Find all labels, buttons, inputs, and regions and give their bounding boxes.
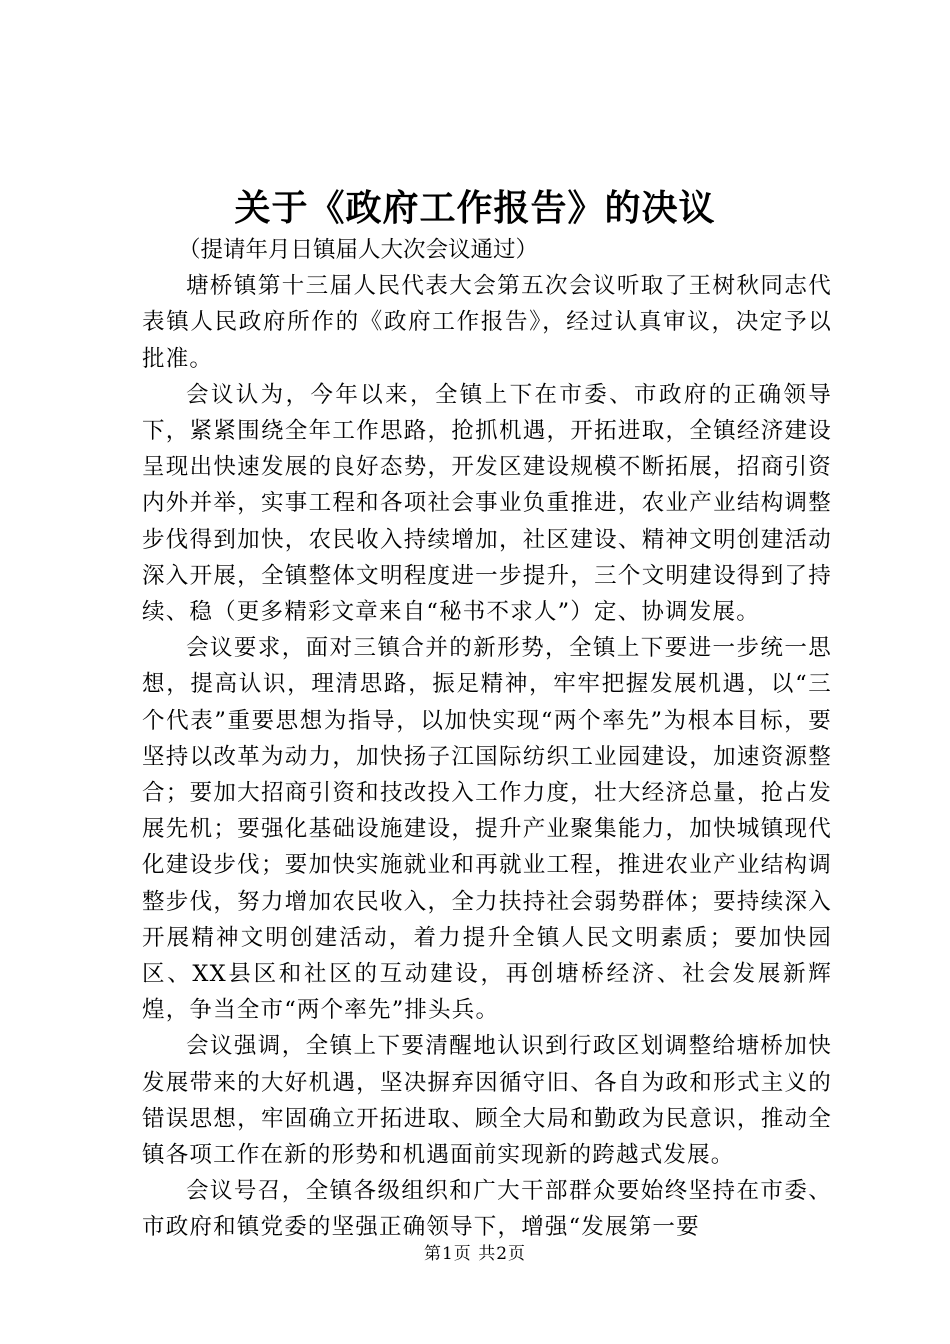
page-number-footer: 第1页 共2页 bbox=[423, 1244, 527, 1264]
document-title: 关于《政府工作报告》的决议 bbox=[234, 187, 716, 229]
paragraph-approval: 塘桥镇第十三届人民代表大会第五次会议听取了王树秋同志代表镇人民政府所作的《政府工作报告》，经过认真审议，决定予以批准。 bbox=[142, 273, 832, 372]
document-subtitle: （提请年月日镇届人大次会议通过） bbox=[178, 237, 539, 263]
document-body bbox=[142, 232, 832, 1246]
paragraph-assessment: 会议认为，今年以来，全镇上下在市委、市政府的正确领导下，紧紧围绕全年工作思路，抢抓机遇，开拓进取，全镇经济建设呈现出快速发展的良好态势，开发区建设规模不断拓展，招商引资内外并举，实事工程和各项社会事业负重推进，农业产业结构调整步伐得到加快，农民收入持续增加，社区建设、精神文明创建活动深入开展，全镇整体文明程度进一步提升，三个文明建设得到了持续、稳（更多精彩文章来自“秘书不求人”）定、协调发展。 bbox=[142, 381, 832, 626]
paragraph-emphasis: 会议强调，全镇上下要清醒地认识到行政区划调整给塘桥加快发展带来的大好机遇，坚决摒弃因循守旧、各自为政和形式主义的错误思想，牢固确立开拓进取、顾全大局和勤政为民意识，推动全镇各项工作在新的形势和机遇面前实现新的跨越式发展。 bbox=[142, 1033, 832, 1169]
paragraph-requirements: 会议要求，面对三镇合并的新形势，全镇上下要进一步统一思想，提高认识，理清思路，振足精神，牢牢把握发展机遇，以“三个代表”重要思想为指导，以加快实现“两个率先”为根本目标，要坚持以改革为动力，加快扬子江国际纺织工业园建设，加速资源整合；要加大招商引资和技改投入工作力度，壮大经济总量，抢占发展先机；要强化基础设施建设，提升产业聚集能力，加快城镇现代化建设步伐；要加快实施就业和再就业工程，推进农业产业结构调整步伐，努力增加农民收入，全力扶持社会弱势群体；要持续深入开展精神文明创建活动，着力提升全镇人民文明素质；要加快园区、XX县区和社区的互动建设，再创塘桥经济、社会发展新辉煌，争当全市“两个率先”排头兵。 bbox=[142, 635, 832, 1024]
paragraph-call: 会议号召，全镇各级组织和广大干部群众要始终坚持在市委、市政府和镇党委的坚强正确领导下，增强“发展第一要 bbox=[142, 1178, 832, 1241]
